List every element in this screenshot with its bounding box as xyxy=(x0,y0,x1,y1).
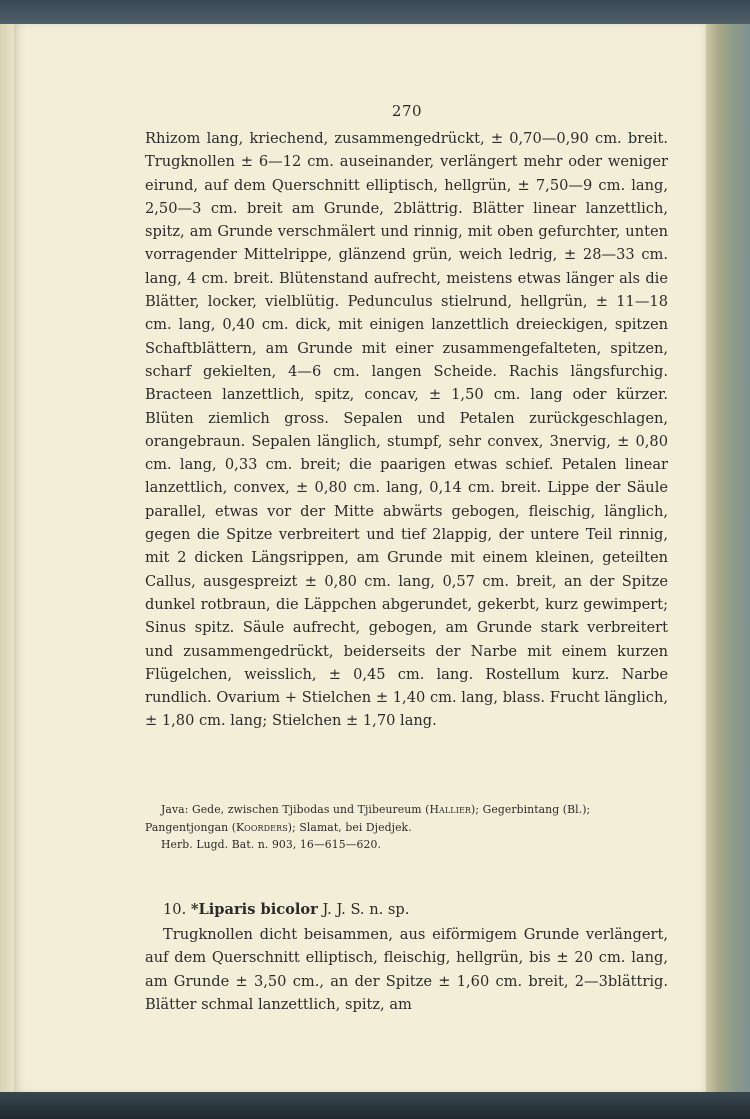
collector-name: Koorders xyxy=(236,820,288,834)
scan-bottom-edge xyxy=(0,1092,750,1119)
specimen-citation xyxy=(145,801,668,854)
book-page xyxy=(14,24,708,1092)
species-number: 10. xyxy=(163,901,187,918)
herbarium-reference: Herb. Lugd. Bat. n. 903, 16—615—620. xyxy=(161,838,381,851)
citation-line-2: Pangentjongan (Koorders); Slamat, bei Djedjek. xyxy=(145,820,412,834)
species-heading xyxy=(163,899,668,921)
species-text: Trugknollen dicht beisammen, aus eiförmigem Grunde verlängert, auf dem Querschnitt elliptisch, fleischig, hellgrün, bis ± 20 cm. lang, am Grunde ± 3,50 cm., an der Spitze ± 1,60 cm. breit, 2—3blättrig. Blätter schmal lanzettlich, spitz, am xyxy=(145,926,668,1013)
scan-top-edge xyxy=(0,0,750,24)
citation-line-1: Java: Gede, zwischen Tjibodas und Tjibeureum (Hallier); Gegerbintang (Bl.); xyxy=(161,803,591,816)
book-cover-edge xyxy=(706,24,750,1092)
species-description-text: Rhizom lang, kriechend, zusammengedrückt, ± 0,70—0,90 cm. breit. Trugknollen ± 6—12 cm. auseinander, verlängert mehr oder weniger eirund, auf dem Querschnitt elliptisch, hellgrün, ± 7,50—9 cm. lang, 2,50—3 cm. breit am Grunde, 2blättrig. Blätter linear lanzettlich, spitz, am Grunde verschmälert und rinnig, mit oben gefurchter, unten vorragender Mittelrippe, glänzend grün, weich ledrig, ± 28—33 cm. lang, 4 cm. breit. Blütenstand aufrecht, meistens etwas länger als die Blätter, locker, vielblütig. Pedunculus stielrund, hellgrün, ± 11—18 cm. lang, 0,40 cm. dick, mit einigen lanzettlich dreieckigen, spitzen Schaftblättern, am Grunde mit einer zusammengefalteten, spitzen, scharf gekielten, 4—6 cm. langen Scheide. Rachis längsfurchig. Bracteen lanzettlich, spitz, concav, ± 1,50 cm. lang oder kürzer. Blüten ziemlich gross. Sepalen und Petalen zurückgeschlagen, orangebraun. Sepalen länglich, stumpf, sehr convex, 3nervig, ± 0,80 cm. lang, 0,33 cm. breit; die paarigen etwas schief. Petalen linear lanzettlich, convex, ± 0,80 cm. lang, 0,14 cm. breit. Lippe der Säule parallel, etwas vor der Mitte abwärts gebogen, fleischig, länglich, gegen die Spitze verbreitert und tief 2lappig, der untere Teil rinnig, mit 2 dicken Längsrippen, am Grunde mit einem kleinen, geteilten Callus, ausgespreizt ± 0,80 cm. lang, 0,57 cm. breit, an der Spitze dunkel rotbraun, die Läppchen abgerundet, gekerbt, kurz gewimpert; Sinus spitz. Säule aufrecht, gebogen, am Grunde stark verbreitert und zusammengedrückt, beiderseits der Narbe mit einem kurzen Flügelchen, weisslich, ± 0,45 cm. lang. Rostellum kurz. Narbe rundlich. Ovarium + Stielchen ± 1,40 cm. lang, blass. Frucht länglich, ± 1,80 cm. lang; Stielchen ± 1,70 lang. xyxy=(145,130,668,730)
collector-name: Hallier xyxy=(429,803,472,816)
species-name: *Liparis bicolor xyxy=(190,901,318,918)
species-authority: J. J. S. n. sp. xyxy=(322,901,410,918)
page-number: 270 xyxy=(391,102,423,120)
